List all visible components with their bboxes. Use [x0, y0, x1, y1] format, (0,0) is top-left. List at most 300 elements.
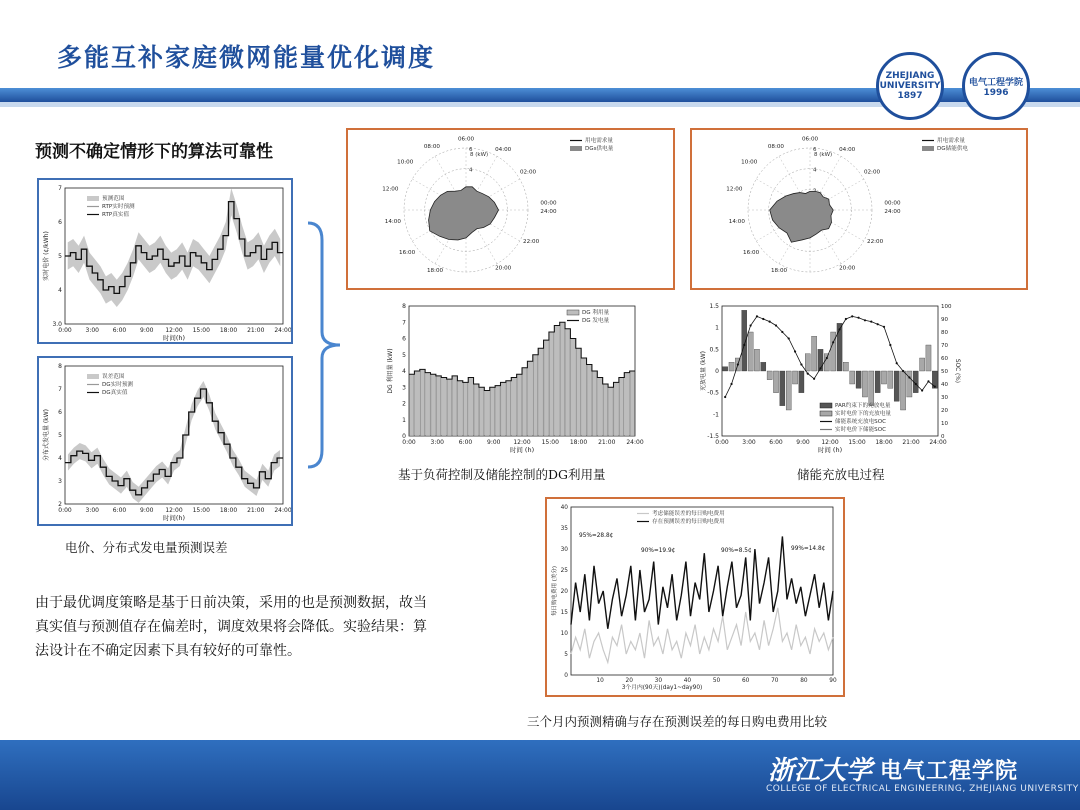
dg-bar-panel	[383, 300, 648, 458]
dg-bar	[555, 326, 560, 437]
logo-year-2: 1996	[983, 87, 1009, 98]
college-logo	[962, 52, 1030, 120]
soc-point	[877, 323, 879, 325]
dg-bar	[582, 358, 587, 436]
soc-point	[857, 317, 859, 319]
y-tick-label: 0.5	[709, 346, 719, 354]
caption-dg: 基于负荷控制及储能控制的DG利用量	[398, 467, 606, 482]
logo-year-1: 1897	[897, 91, 923, 101]
storage-bar	[780, 371, 785, 406]
radar-hour-label: 06:00	[801, 136, 819, 143]
storage-bar	[843, 362, 848, 371]
dg-bar	[517, 374, 522, 436]
cost-chart	[547, 499, 843, 695]
caption-storage: 储能充放电过程	[797, 467, 885, 482]
soc-point	[730, 383, 732, 385]
radar-hour-label: 24:00	[540, 209, 557, 216]
storage-bar	[900, 371, 905, 410]
y-tick-label: 7	[402, 319, 406, 327]
soc-point	[896, 362, 898, 364]
dg-bar	[619, 378, 624, 437]
dg-bar	[598, 378, 603, 437]
radar-hour-label: 16:00	[399, 250, 416, 257]
storage-bar	[754, 349, 759, 371]
caption-cost: 三个月内预测精确与存在预测误差的每日购电费用比较	[527, 714, 828, 729]
storage-bar	[856, 371, 861, 388]
soc-point	[832, 341, 834, 343]
y2-tick-label: 70	[941, 343, 948, 349]
y2-tick-label: 80	[941, 330, 948, 336]
cost-annotation: 90%=8.5¢	[721, 548, 752, 554]
x-tick-label: 12:00	[165, 507, 183, 514]
y2-tick-label: 40	[941, 382, 948, 388]
x-tick-label: 3:00	[85, 327, 99, 334]
storage-bar	[805, 354, 810, 371]
dg-bar	[447, 379, 452, 436]
radar-hour-label: 02:00	[863, 169, 881, 176]
x-tick-label: 9:00	[796, 439, 810, 446]
x-tick-label: 18:00	[219, 507, 238, 514]
x-tick-label: 15:00	[192, 327, 210, 334]
price-chart	[39, 180, 291, 342]
x-tick-label: 12:00	[821, 439, 839, 446]
y-tick-label: 35	[560, 526, 568, 532]
soc-point	[794, 350, 796, 352]
dg-bar	[608, 387, 613, 436]
x-tick-label: 24:00	[929, 439, 947, 446]
x-tick-label: 18:00	[219, 327, 238, 334]
y-tick-label: 40	[560, 505, 568, 511]
y-axis-label: 分布式发电量 (kW)	[43, 409, 50, 461]
storage-bar	[767, 371, 772, 380]
y-tick-label: 4	[58, 287, 62, 294]
x-tick-label: 6:00	[112, 507, 127, 514]
x-tick-label: 15:00	[192, 507, 210, 514]
legend-label: RTP实时预测	[102, 204, 135, 210]
radar-hour-label: 10:00	[741, 159, 758, 166]
x-tick-label: 21:00	[247, 507, 265, 514]
legend-label: DG 发电量	[582, 318, 610, 324]
x-axis-label: 时间(h)	[162, 334, 186, 342]
y-tick-label: -1	[713, 411, 719, 419]
x-tick-label: 90	[829, 678, 837, 684]
soc-point	[927, 380, 929, 382]
y-tick-label: 6	[58, 409, 62, 416]
dg-bar	[587, 365, 592, 437]
storage-bar	[824, 354, 829, 371]
legend-swatch	[567, 310, 579, 315]
y-tick-label: 2	[58, 501, 62, 508]
y-tick-label: 25	[560, 568, 568, 574]
x-tick-label: 12:00	[513, 439, 531, 446]
soc-point	[813, 378, 815, 380]
dg-bar	[463, 382, 468, 436]
radar-hour-label: 12:00	[382, 186, 399, 193]
y-tick-label: 7	[58, 386, 62, 393]
y-tick-label: 0	[715, 368, 719, 375]
soc-point	[826, 357, 828, 359]
cost-annotation: 99%=14.8¢	[791, 546, 826, 552]
dg-bar	[415, 371, 420, 436]
legend-label: DG实时预测	[102, 382, 134, 388]
radar-hour-label: 06:00	[457, 136, 475, 143]
x-tick-label: 18:00	[569, 439, 588, 446]
storage-bar	[761, 362, 766, 371]
storage-bar	[907, 371, 912, 397]
x-axis-label: 时间(h)	[162, 514, 186, 522]
soc-point	[819, 367, 821, 369]
dg-bar	[479, 387, 484, 436]
legend-label: 存在预测误差的每日购电费用	[652, 519, 725, 525]
radar-hour-label: 04:00	[839, 147, 856, 154]
dg-bar	[544, 340, 549, 436]
footer-college: 电气工程学院	[880, 759, 1019, 784]
x-tick-label: 24:00	[626, 439, 644, 446]
radar-hour-label: 16:00	[743, 250, 760, 257]
y2-tick-label: 10	[941, 421, 948, 427]
dg-bar	[560, 322, 565, 436]
storage-bar	[799, 371, 804, 393]
dg-bar	[625, 373, 630, 436]
legend-label: DGs供电量	[585, 146, 614, 152]
storage-chart	[700, 300, 970, 458]
dg-bar	[533, 355, 538, 436]
legend-swatch	[87, 196, 99, 201]
soc-point	[845, 318, 847, 320]
x-tick-label: 12:00	[165, 327, 183, 334]
legend-label: PAR约束下的充放电量	[835, 403, 891, 409]
x-tick-label: 24:00	[274, 327, 291, 334]
legend-label: RTP真实值	[102, 212, 130, 218]
y2-tick-label: 20	[941, 408, 948, 414]
legend-label: DG真实值	[102, 390, 128, 396]
x-tick-label: 6:00	[112, 327, 127, 334]
y-tick-label: 20	[560, 589, 568, 595]
radar-unit: 8 (kW)	[470, 152, 489, 158]
storage-bar	[723, 367, 728, 371]
legend-label: 用电需求量	[585, 138, 613, 144]
y-axis-label: 每日购电费用 (美分)	[552, 565, 558, 617]
soc-point	[915, 383, 917, 385]
radar-area	[770, 191, 834, 242]
soc-point	[902, 370, 904, 372]
y-axis-label: DG 利用量 (kW)	[387, 348, 394, 394]
x-tick-label: 6:00	[458, 439, 473, 446]
dg-bar	[442, 378, 447, 437]
storage-bar	[729, 362, 734, 371]
dg-chart	[39, 358, 291, 524]
y-axis-label: 实时电价 (¢/kWh)	[43, 231, 50, 281]
radar-panel-2	[690, 128, 1028, 290]
y-tick-label: 30	[560, 547, 568, 553]
radar-ring-label: 6	[469, 147, 473, 153]
dg-bar	[495, 386, 500, 436]
dg-bar	[539, 348, 544, 436]
radar-hour-label: 00:00	[884, 200, 901, 207]
storage-bar	[850, 371, 855, 384]
soc-point	[851, 315, 853, 317]
dg-bar	[528, 361, 533, 436]
x-tick-label: 21:00	[902, 439, 920, 446]
x-tick-label: 20	[625, 678, 633, 684]
y2-tick-label: 100	[941, 304, 952, 310]
y-tick-label: 15	[560, 610, 568, 616]
soc-point	[921, 389, 923, 391]
radar-ring-label: 4	[813, 167, 817, 174]
radar-panel-1	[346, 128, 675, 290]
x-tick-label: 0:00	[715, 439, 729, 446]
dg-bar-chart	[383, 300, 648, 458]
radar-unit: 8 (kW)	[814, 152, 833, 158]
x-axis-label: 3个月内(90天)(day1~day90)	[621, 685, 703, 691]
footer-school: 浙江大学	[768, 756, 873, 786]
radar-hour-label: 20:00	[839, 265, 856, 272]
legend-swatch	[570, 146, 582, 151]
dg-bar	[490, 387, 495, 436]
y-tick-label: -0.5	[707, 389, 719, 397]
dg-bar	[592, 371, 597, 436]
x-tick-label: 0:00	[58, 327, 72, 334]
legend-label: 储能系统充放电SOC	[835, 419, 887, 425]
dg-bar	[522, 368, 527, 436]
y-tick-label: 3.0	[52, 321, 62, 328]
soc-point	[749, 324, 751, 326]
x-tick-label: 9:00	[487, 439, 501, 446]
storage-panel	[700, 300, 970, 458]
y-tick-label: 6	[402, 335, 406, 343]
soc-point	[908, 376, 910, 378]
storage-bar	[926, 345, 931, 371]
dg-bar	[501, 382, 506, 436]
y-tick-label: -1.5	[707, 433, 719, 440]
y-tick-label: 7	[58, 185, 62, 192]
x-tick-label: 0:00	[58, 507, 72, 514]
soc-point	[934, 386, 936, 388]
legend-label: 考虑储能误差的每日购电费用	[652, 511, 725, 517]
y2-tick-label: 50	[941, 369, 948, 375]
dg-bar	[474, 384, 479, 436]
storage-bar	[888, 371, 893, 388]
dg-bar	[469, 378, 474, 437]
soc-point	[883, 326, 885, 328]
soc-point	[775, 324, 777, 326]
radar-chart-2	[692, 130, 1026, 288]
y-tick-label: 0	[564, 673, 568, 679]
radar-hour-label: 22:00	[867, 239, 884, 245]
dg-bar	[614, 382, 619, 436]
radar-hour-label: 20:00	[495, 265, 512, 272]
x-tick-label: 0:00	[402, 439, 416, 446]
legend-swatch	[922, 146, 934, 151]
y2-tick-label: 90	[941, 317, 948, 323]
soc-point	[864, 319, 866, 321]
soc-point	[743, 344, 745, 346]
x-axis-label: 时间 (h)	[509, 446, 535, 454]
x-tick-label: 15:00	[848, 439, 866, 446]
legend-label: DG 利用量	[582, 310, 610, 316]
radar-hour-label: 00:00	[540, 200, 557, 207]
y-tick-label: 5	[564, 652, 568, 658]
x-tick-label: 15:00	[541, 439, 559, 446]
storage-bar	[862, 371, 867, 397]
legend-swatch	[820, 403, 832, 408]
x-tick-label: 24:00	[274, 507, 291, 514]
x-tick-label: 3:00	[430, 439, 444, 446]
radar-hour-label: 10:00	[397, 159, 414, 166]
y-tick-label: 10	[560, 631, 568, 637]
x-tick-label: 40	[683, 678, 692, 684]
y-tick-label: 8	[402, 303, 406, 310]
storage-bar	[869, 371, 874, 406]
dg-bar	[603, 384, 608, 436]
y2-tick-label: 0	[941, 434, 945, 440]
dg-bar	[512, 378, 517, 437]
soc-point	[737, 363, 739, 365]
dg-bar	[426, 373, 431, 436]
dg-bar	[420, 369, 425, 436]
dg-bar	[506, 381, 511, 436]
y-tick-label: 8	[58, 363, 62, 370]
error-band	[68, 381, 280, 503]
y-tick-label: 0	[402, 433, 406, 440]
radar-chart-1	[348, 130, 673, 288]
soc-point	[769, 321, 771, 323]
soc-point	[889, 344, 891, 346]
y-tick-label: 5	[402, 351, 406, 359]
soc-point	[807, 373, 809, 375]
x-tick-label: 3:00	[742, 439, 756, 446]
logo-text-1: ZHEJIANG UNIVERSITY	[879, 71, 941, 91]
x-tick-label: 70	[771, 678, 779, 684]
radar-hour-label: 18:00	[770, 268, 788, 275]
legend-swatch	[87, 374, 99, 379]
dg-bar	[409, 374, 414, 436]
soc-point	[870, 321, 872, 323]
x-tick-label: 9:00	[140, 327, 154, 334]
radar-hour-label: 08:00	[423, 144, 440, 151]
y-tick-label: 5	[58, 432, 62, 439]
dg-bar	[565, 329, 570, 436]
cost-annotation: 90%=19.9¢	[641, 548, 676, 554]
x-tick-label: 21:00	[247, 327, 265, 334]
dg-bar	[576, 348, 581, 436]
page-title: 多能互补家庭微网能量优化调度	[57, 43, 436, 72]
legend-label: 误差范围	[102, 374, 125, 380]
y-tick-label: 2	[402, 400, 406, 408]
x-tick-label: 3:00	[85, 507, 99, 514]
x-tick-label: 6:00	[769, 439, 783, 446]
dg-bar	[549, 332, 554, 436]
radar-hour-label: 22:00	[523, 239, 540, 245]
radar-hour-label: 12:00	[726, 186, 743, 193]
radar-hour-label: 08:00	[767, 144, 784, 151]
cost-panel	[545, 497, 845, 697]
x-tick-label: 9:00	[140, 507, 154, 514]
cost-annotation: 95%=28.8¢	[579, 533, 614, 539]
soc-point	[762, 318, 764, 320]
legend-label: 实时电价下的充放电量	[835, 411, 891, 417]
dg-bar	[458, 381, 463, 436]
x-tick-label: 10	[596, 678, 604, 684]
y-tick-label: 4	[58, 455, 62, 462]
x-tick-label: 80	[800, 678, 808, 684]
x-tick-label: 18:00	[875, 439, 893, 446]
price-chart-panel	[37, 178, 293, 344]
storage-bar	[792, 371, 797, 384]
conclusion-paragraph: 由于最优调度策略是基于日前决策，采用的也是预测数据，故当真实值与预测值存在偏差时，调度效果将会降低。实验结果：算法设计在不确定因素下具有较好的可靠性。	[35, 595, 427, 659]
dg-bar	[436, 376, 441, 436]
radar-ring-label: 6	[813, 147, 817, 153]
y-tick-label: 1	[402, 416, 406, 424]
storage-bar	[894, 371, 899, 401]
y-tick-label: 1	[715, 324, 719, 332]
soc-point	[724, 396, 726, 398]
legend-swatch	[820, 411, 832, 416]
radar-hour-label: 18:00	[426, 268, 444, 275]
y-axis-label: 充放电量 (kW)	[700, 351, 707, 391]
storage-bar	[748, 332, 753, 371]
x-tick-label: 60	[741, 678, 750, 684]
dg-bar	[485, 391, 490, 437]
y-tick-label: 6	[58, 219, 62, 226]
legend-label: 用电需求量	[937, 138, 965, 144]
footer-english: COLLEGE OF ELECTRICAL ENGINEERING, ZHEJIANG UNIVERSITY	[766, 784, 1079, 794]
storage-bar	[875, 371, 880, 393]
storage-bar	[812, 336, 817, 371]
y-tick-label: 1.5	[709, 303, 719, 310]
soc-point	[781, 331, 783, 333]
y-tick-label: 3	[402, 384, 406, 392]
soc-point	[800, 363, 802, 365]
radar-ring-label: 4	[469, 167, 473, 174]
legend-label: DG储能供电	[937, 146, 969, 152]
zju-logo	[876, 52, 944, 120]
section-subtitle: 预测不确定情形下的算法可靠性	[35, 142, 273, 162]
y-tick-label: 5	[58, 253, 62, 260]
storage-bar	[920, 358, 925, 371]
radar-hour-label: 04:00	[495, 147, 512, 154]
legend-label: 实时电价下储能SOC	[835, 427, 887, 433]
caption-left: 电价、分布式发电量预测误差	[65, 540, 228, 555]
storage-bar	[881, 371, 886, 384]
x-tick-label: 30	[654, 678, 663, 684]
x-tick-label: 50	[712, 678, 721, 684]
dg-bar	[571, 339, 576, 437]
dg-bar	[630, 371, 635, 436]
dg-chart-panel	[37, 356, 293, 526]
radar-hour-label: 24:00	[884, 209, 901, 216]
y2-tick-label: 60	[941, 356, 948, 362]
soc-point	[756, 315, 758, 317]
soc-point	[838, 328, 840, 330]
radar-hour-label: 02:00	[519, 169, 537, 176]
prediction-band	[68, 188, 281, 307]
radar-hour-label: 14:00	[384, 219, 401, 226]
y2-tick-label: 30	[941, 395, 948, 401]
radar-hour-label: 14:00	[728, 219, 745, 226]
x-tick-label: 21:00	[598, 439, 616, 446]
legend-label: 预测范围	[102, 196, 125, 202]
dg-bar	[431, 374, 436, 436]
storage-bar	[773, 371, 778, 393]
dg-bar	[452, 376, 457, 436]
storage-bar	[786, 371, 791, 410]
y-tick-label: 3	[58, 478, 62, 485]
logo-text-2: 电气工程学院	[968, 77, 1023, 88]
radar-area	[429, 187, 499, 240]
y2-axis-label: SOC (%)	[954, 358, 960, 384]
y-tick-label: 4	[402, 368, 406, 375]
